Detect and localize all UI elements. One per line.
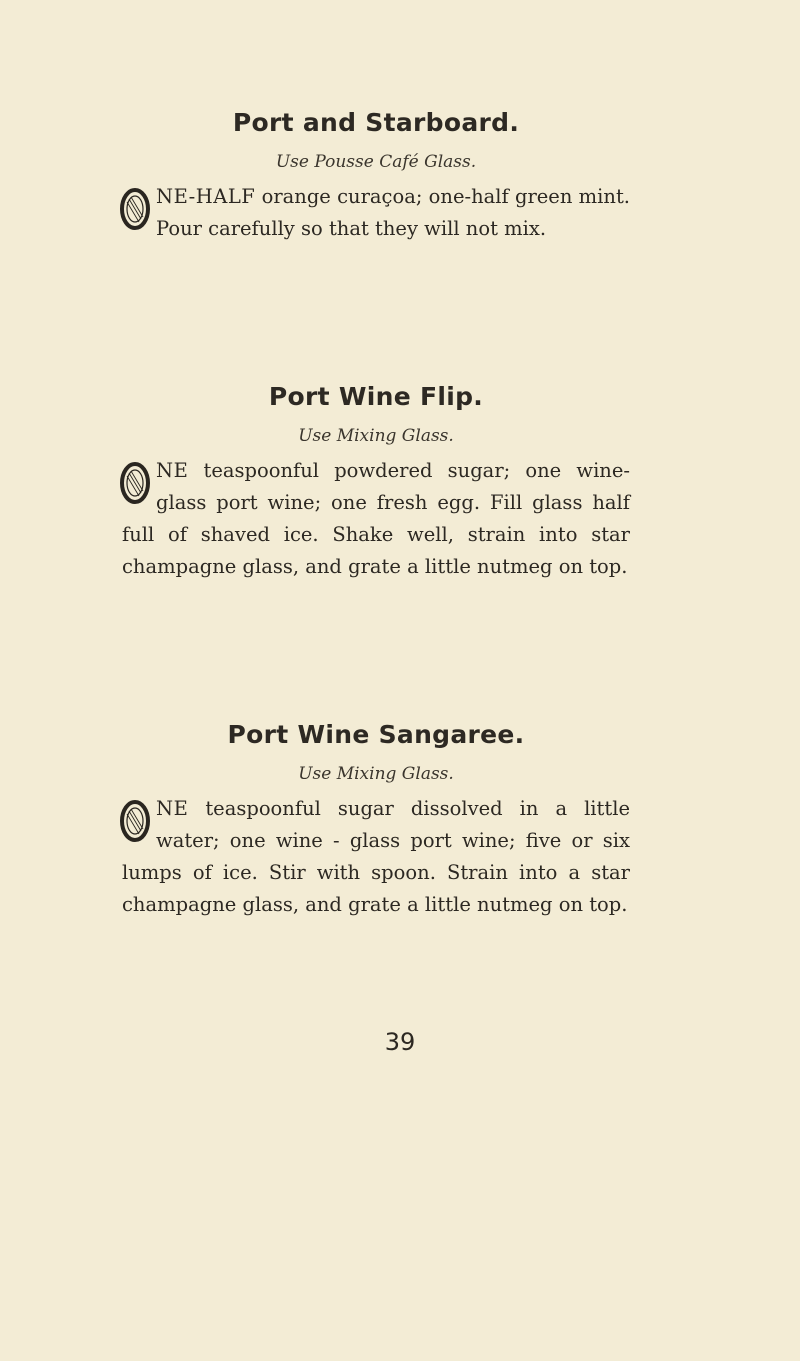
recipe-port-and-starboard [122, 106, 630, 245]
recipe-body: teaspoonful powdered sugar; one wine-glass port wine; one fresh egg. Fill glass half full of shaved ice. Shake well, strain into star champagne glass, and grate a little nutmeg on top. [122, 459, 630, 578]
decorative-initial-o-icon [120, 461, 150, 511]
recipe-text [122, 793, 630, 921]
recipe-port-wine-flip [122, 380, 630, 583]
recipe-text [122, 181, 630, 245]
recipe-title: Port and Starboard. [232, 108, 520, 137]
lead-word: NE [156, 797, 189, 820]
glass-instruction: Use Mixing Glass. [298, 426, 454, 446]
decorative-initial-o-icon [120, 187, 150, 237]
decorative-initial-o-icon [120, 799, 150, 849]
glass-instruction: Use Pousse Café Glass. [275, 152, 477, 172]
lead-word: NE-HALF [156, 185, 256, 208]
recipe-port-wine-sangaree [122, 718, 630, 921]
lead-word: NE [156, 459, 189, 482]
recipe-body: teaspoonful sugar dissolved in a little water; one wine - glass port wine; five or six lumps of ice. Stir with spoon. Strain into a star champagne glass, and grate a little nutmeg on top. [122, 797, 630, 916]
page-number: 39 [384, 1028, 416, 1056]
recipe-text [122, 455, 630, 583]
recipe-title: Port Wine Flip. [268, 382, 484, 411]
recipe-title: Port Wine Sangaree. [227, 720, 525, 749]
glass-instruction: Use Mixing Glass. [298, 764, 454, 784]
recipe-body: orange curaçoa; one-half green mint. Pour carefully so that they will not mix. [156, 185, 630, 240]
